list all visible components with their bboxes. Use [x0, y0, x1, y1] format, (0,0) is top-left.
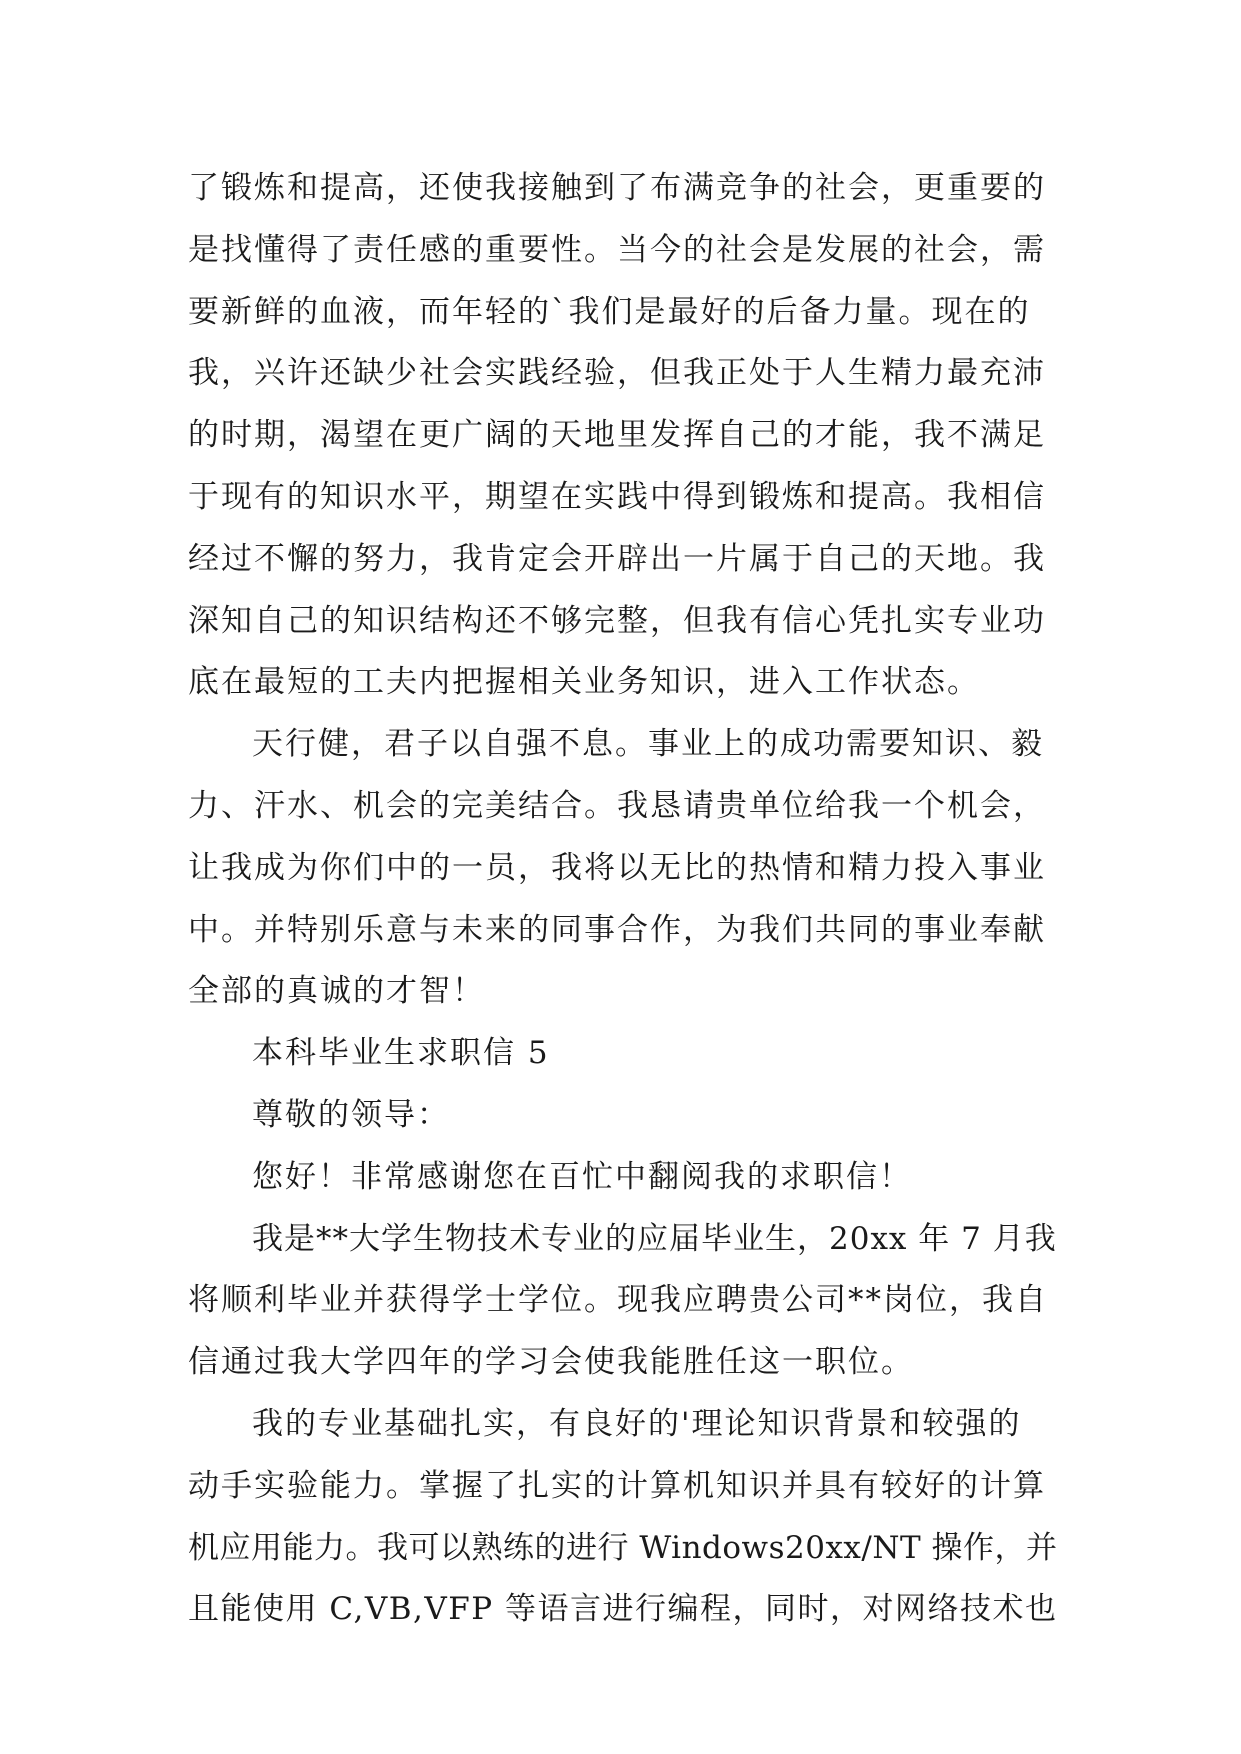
text-line: 了锻炼和提高，还使我接触到了布满竞争的社会，更重要的: [188, 170, 1046, 206]
text-line: 天行健，君子以自强不息。事业上的成功需要知识、毅: [252, 726, 1044, 763]
document-body: [188, 158, 1068, 1641]
text-line: 我是**大学生物技术专业的应届毕业生，20xx 年 7 月我: [252, 1220, 1057, 1257]
text-line: 动手实验能力。掌握了扎实的计算机知识并具有较好的计算: [188, 1467, 1046, 1504]
text-line: 力、汗水、机会的完美结合。我恳请贵单位给我一个机会，: [188, 787, 1046, 824]
text-line: 于现有的知识水平，期望在实践中得到锻炼和提高。我相信: [188, 478, 1046, 515]
text-line: 且能使用 C,VB,VFP 等语言进行编程，同时，对网络技术也: [188, 1591, 1058, 1628]
text-line: 要新鲜的血液，而年轻的`我们是最好的后备力量。现在的: [188, 293, 1031, 330]
text-line: 本科毕业生求职信 5: [252, 1035, 550, 1072]
text-line: 是找懂得了责任感的重要性。当今的社会是发展的社会，需: [188, 231, 1046, 268]
text-line: 我的专业基础扎实，有良好的'理论知识背景和较强的: [252, 1405, 1022, 1442]
text-line: 尊敬的领导：: [252, 1096, 450, 1133]
text-line: 中。并特别乐意与未来的同事合作，为我们共同的事业奉献: [188, 911, 1046, 948]
text-line: 我，兴许还缺少社会实践经验，但我正处于人生精力最充沛: [188, 355, 1046, 392]
text-line: 经过不懈的努力，我肯定会开辟出一片属于自己的天地。我: [188, 540, 1046, 577]
text-line: 全部的真诚的才智！: [188, 973, 485, 1010]
text-line: 信通过我大学四年的学习会使我能胜任这一职位。: [188, 1344, 914, 1381]
text-line: 您好！非常感谢您在百忙中翻阅我的求职信！: [252, 1158, 912, 1195]
text-line: 将顺利毕业并获得学士学位。现我应聘贵公司**岗位，我自: [188, 1282, 1048, 1319]
text-line: 机应用能力。我可以熟练的进行 Windows20xx/NT 操作，并: [188, 1529, 1058, 1566]
text-line: 的时期，渴望在更广阔的天地里发挥自己的才能，我不满足: [188, 417, 1046, 454]
text-line: 深知自己的知识结构还不够完整，但我有信心凭扎实专业功: [188, 602, 1046, 639]
text-line: 底在最短的工夫内把握相关业务知识，进入工作状态。: [188, 664, 980, 701]
text-line: 让我成为你们中的一员，我将以无比的热情和精力投入事业: [188, 849, 1046, 886]
